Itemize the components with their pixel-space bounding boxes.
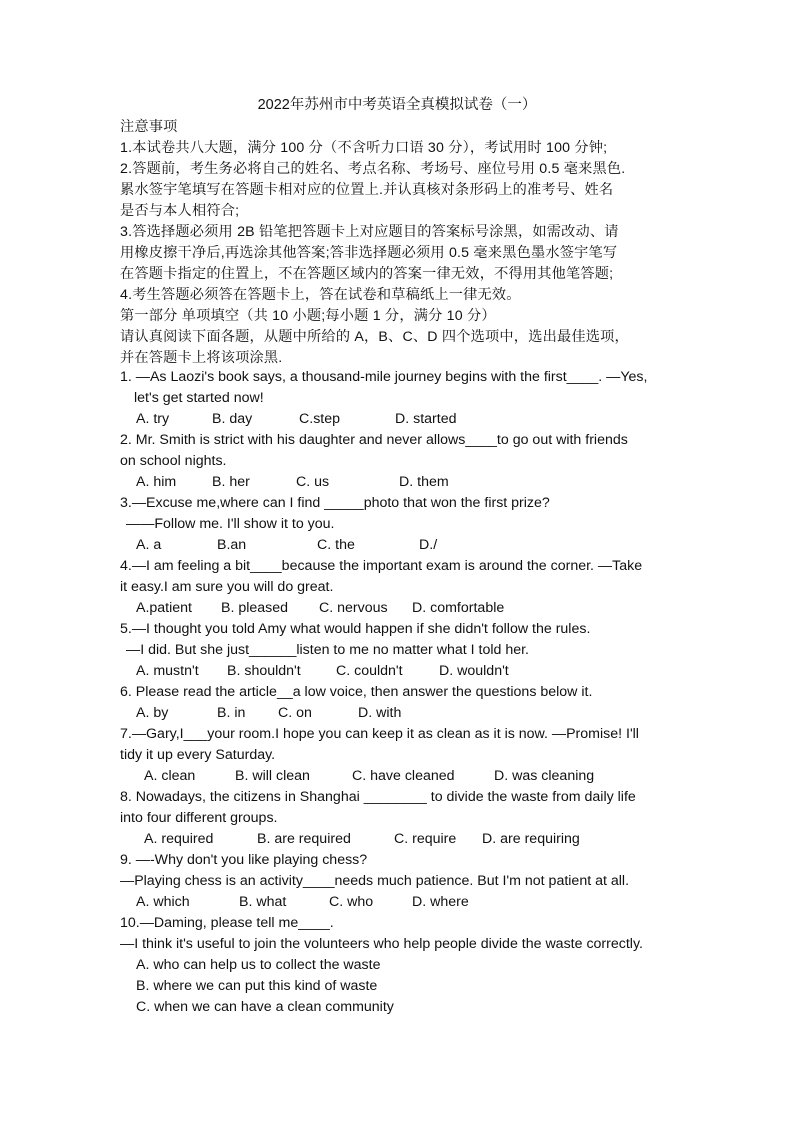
question-text: 7.—Gary,I___your room.I hope you can keep it as clean as it is now. —Promise! I'll: [120, 726, 639, 742]
question-1: [120, 367, 690, 430]
option-c: C. the: [317, 537, 355, 553]
option-c: C. require: [394, 831, 457, 847]
option-b: B. shouldn't: [227, 663, 301, 679]
option-c: C. us: [296, 474, 330, 490]
notice-line: 3.答选择题必须用 2B 铅笔把答题卡上对应题目的答案标号涂黑，如需改动、请: [120, 224, 619, 240]
option-d: D. them: [399, 474, 449, 490]
option-a: A. him: [136, 474, 177, 490]
notice-section: [120, 117, 690, 369]
notice-line: 累水签宇笔填写在答题卡相对应的位置上.并认真核对条形码上的准考号、姓名: [120, 182, 614, 198]
question-3: [120, 493, 690, 556]
option-a: A. mustn't: [136, 663, 199, 679]
question-text: 5.—I thought you told Amy what would happen if she didn't follow the rules.: [120, 621, 591, 637]
question-text: into four different groups.: [120, 810, 278, 826]
question-5: [120, 619, 690, 682]
question-8: [120, 787, 690, 850]
notice-line: 在答题卡指定的住置上，不在答题区域内的答案一律无效，不得用其他笔答题;: [120, 266, 614, 282]
option-c: C. on: [278, 705, 312, 721]
option-row: [120, 892, 690, 913]
option-b: B. in: [217, 705, 246, 721]
part-heading: 第一部分 单项填空（共 10 小题;每小题 1 分，满分 10 分）: [120, 308, 496, 324]
notice-heading: 注意事项: [120, 119, 178, 135]
option-a: A.patient: [136, 600, 193, 616]
option-c: C. have cleaned: [352, 768, 455, 784]
option-d: D. with: [358, 705, 402, 721]
option-b: B. where we can put this kind of waste: [136, 978, 378, 994]
question-text: —I think it's useful to join the volunteers who help people divide the waste correctly.: [120, 936, 643, 952]
notice-line: 2.答题前，考生务必将自己的姓名、考点名称、考场号、座位号用 0.5 毫来黑色.: [120, 161, 626, 177]
question-9: [120, 850, 690, 913]
option-a: A. which: [136, 894, 190, 910]
page-title: 2022年苏州市中考英语全真模拟试卷（一）: [257, 97, 537, 113]
option-c: C. nervous: [319, 600, 388, 616]
notice-line: 4.考生答题必须答在答题卡上，答在试卷和草稿纸上一律无效。: [120, 287, 521, 303]
option-d: D. was cleaning: [494, 768, 595, 784]
option-d: D. are requiring: [482, 831, 580, 847]
option-b: B.an: [217, 537, 247, 553]
option-row: [120, 535, 690, 556]
notice-line: 1.本试卷共八大题，满分 100 分（不含听力口语 30 分），考试用时 100 分钟;: [120, 140, 608, 156]
question-text: 10.—Daming, please tell me____.: [120, 915, 334, 931]
notice-line: 用橡皮擦干净后,再选涂其他答案;答非选择题必须用 0.5 毫来黑色墨水签宇笔写: [120, 245, 618, 261]
option-row: [120, 409, 690, 430]
option-c: C.step: [299, 411, 341, 427]
question-text: let's get started now!: [134, 390, 264, 406]
option-b: B. day: [212, 411, 253, 427]
option-b: B. are required: [257, 831, 351, 847]
option-a: A. who can help us to collect the waste: [136, 957, 381, 973]
question-text: it easy.I am sure you will do great.: [120, 579, 334, 595]
question-7: [120, 724, 690, 787]
option-d: D./: [419, 537, 438, 553]
question-text: 1. —As Laozi's book says, a thousand-mile journey begins with the first____. —Yes,: [120, 369, 648, 385]
question-text: 8. Nowadays, the citizens in Shanghai ________ to divide the waste from daily life: [120, 789, 636, 805]
question-2: [120, 430, 690, 493]
notice-line: 是否与本人相符合;: [120, 203, 240, 219]
option-d: D. wouldn't: [439, 663, 509, 679]
question-text: tidy it up every Saturday.: [120, 747, 276, 763]
question-4: [120, 556, 690, 619]
option-b: B. will clean: [235, 768, 310, 784]
question-6: [120, 682, 690, 724]
option-a: A. clean: [144, 768, 196, 784]
option-d: D. where: [412, 894, 469, 910]
part-instruction: 请认真阅读下面各题，从题中所给的 A，B、C、D 四个选项中，选出最佳选项，: [120, 329, 629, 345]
option-row: [120, 829, 690, 850]
part-instruction: 并在答题卡上将该项涂黑.: [120, 350, 283, 366]
option-d: D. comfortable: [412, 600, 505, 616]
question-text: ——Follow me. I'll show it to you.: [126, 516, 335, 532]
option-a: A. a: [136, 537, 162, 553]
option-row: [120, 598, 690, 619]
question-text: —Playing chess is an activity____needs much patience. But I'm not patient at all.: [120, 873, 630, 889]
option-d: D. started: [395, 411, 457, 427]
option-a: A. try: [136, 411, 170, 427]
option-c: C. when we can have a clean community: [136, 999, 394, 1015]
option-c: C. couldn't: [336, 663, 403, 679]
option-b: B. what: [239, 894, 287, 910]
question-text: 6. Please read the article__a low voice, then answer the questions below it.: [120, 684, 593, 700]
option-b: B. her: [212, 474, 250, 490]
option-row: [120, 661, 690, 682]
question-text: on school nights.: [120, 453, 227, 469]
question-text: 3.—Excuse me,where can I find _____photo that won the first prize?: [120, 495, 550, 511]
question-text: 2. Mr. Smith is strict with his daughter and never allows____to go out with friends: [120, 432, 628, 448]
question-text: 9. —-Why don't you like playing chess?: [120, 852, 368, 868]
option-row: [120, 472, 690, 493]
question-10: [120, 913, 690, 1018]
questions-section: [120, 367, 690, 1018]
option-a: A. by: [136, 705, 169, 721]
question-text: 4.—I am feeling a bit____because the important exam is around the corner. —Take: [120, 558, 643, 574]
question-text: —I did. But she just______listen to me no matter what I told her.: [126, 642, 529, 658]
option-b: B. pleased: [221, 600, 289, 616]
option-a: A. required: [144, 831, 214, 847]
option-row: [120, 703, 690, 724]
option-c: C. who: [329, 894, 374, 910]
option-row: [120, 766, 690, 787]
